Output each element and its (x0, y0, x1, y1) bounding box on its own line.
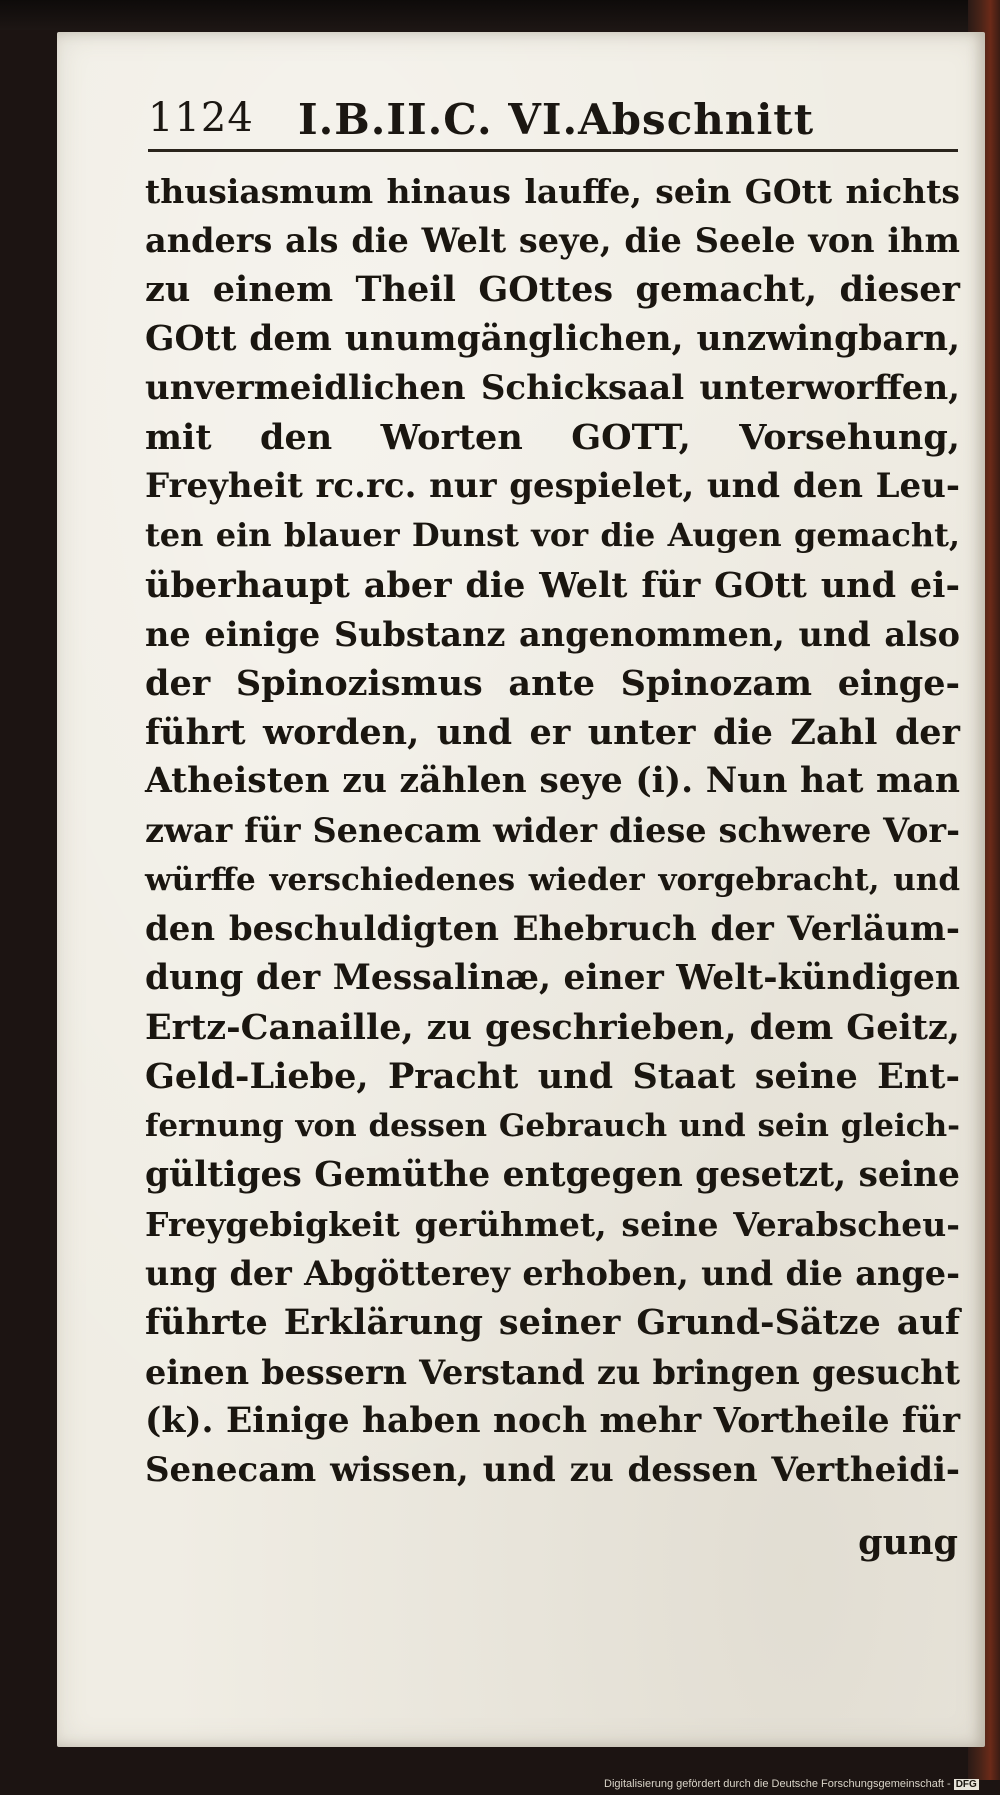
text-line: dung der Messalinæ, einer Welt-kündigen (145, 958, 960, 998)
page-number: 1124 (148, 95, 254, 141)
text-line: Ertz-Canaille, zu geschrieben, dem Geitz, (145, 1007, 960, 1049)
text-line: ne einige Substanz angenommen, und also (145, 614, 960, 654)
text-line: gültiges Gemüthe entgegen gesetzt, seine (145, 1154, 960, 1195)
text-line: thusiasmum hinaus lauffe, sein GOtt nichts (145, 172, 960, 211)
text-line: würffe verschiedenes wieder vorgebracht, und (145, 861, 960, 898)
catchword: gung (858, 1522, 958, 1563)
text-line: einen bessern Verstand zu bringen gesucht (145, 1352, 960, 1392)
text-line: mit den Worten GOTT, Vorsehung, (145, 416, 960, 458)
text-line: ten ein blauer Dunst vor die Augen gemacht, (145, 516, 960, 555)
text-line: zwar für Senecam wider diese schwere Vor- (145, 811, 960, 851)
text-line: unvermeidlichen Schicksaal unterworffen, (145, 367, 960, 408)
text-line: fernung von dessen Gebrauch und sein gleich- (145, 1107, 960, 1144)
text-line: Geld-Liebe, Pracht und Staat seine Ent- (145, 1056, 960, 1098)
text-line: Senecam wissen, und zu dessen Vertheidi- (145, 1449, 960, 1490)
credit-text: Digitalisierung gefördert durch die Deutsche Forschungsgemeinschaft - (604, 1778, 951, 1790)
text-line: überhaupt aber die Welt für GOtt und ei- (145, 564, 960, 606)
text-line: Atheisten zu zählen seye (i). Nun hat man (145, 761, 960, 802)
text-line: Freyheit rc.rc. nur gespielet, und den Leu- (145, 466, 960, 507)
text-line: Freygebigkeit gerühmet, seine Verabscheu- (145, 1204, 960, 1244)
footer-credit (604, 1778, 979, 1790)
text-line: ung der Abgötterey erhoben, und die ange- (145, 1254, 960, 1294)
header-rule (148, 149, 958, 152)
text-line: den beschuldigten Ehebruch der Verläum- (145, 908, 960, 949)
text-line: (k). Einige haben noch mehr Vortheile für (145, 1400, 960, 1441)
running-head: I.B.II.C. VI.Abschnitt (298, 95, 815, 144)
text-line: GOtt dem unumgänglichen, unzwingbarn, (145, 318, 960, 359)
dfg-logo: DFG (955, 1779, 977, 1790)
text-line: führt worden, und er unter die Zahl der (145, 712, 960, 754)
body-text (145, 167, 960, 1495)
top-edge (0, 0, 1000, 30)
text-line: anders als die Welt seye, die Seele von ihm (145, 221, 960, 261)
text-line: der Spinozismus ante Spinozam einge- (145, 662, 960, 704)
page-header (148, 95, 968, 155)
text-line: zu einem Theil GOttes gemacht, dieser (145, 269, 960, 311)
text-line: führte Erklärung seiner Grund-Sätze auf (145, 1302, 960, 1344)
